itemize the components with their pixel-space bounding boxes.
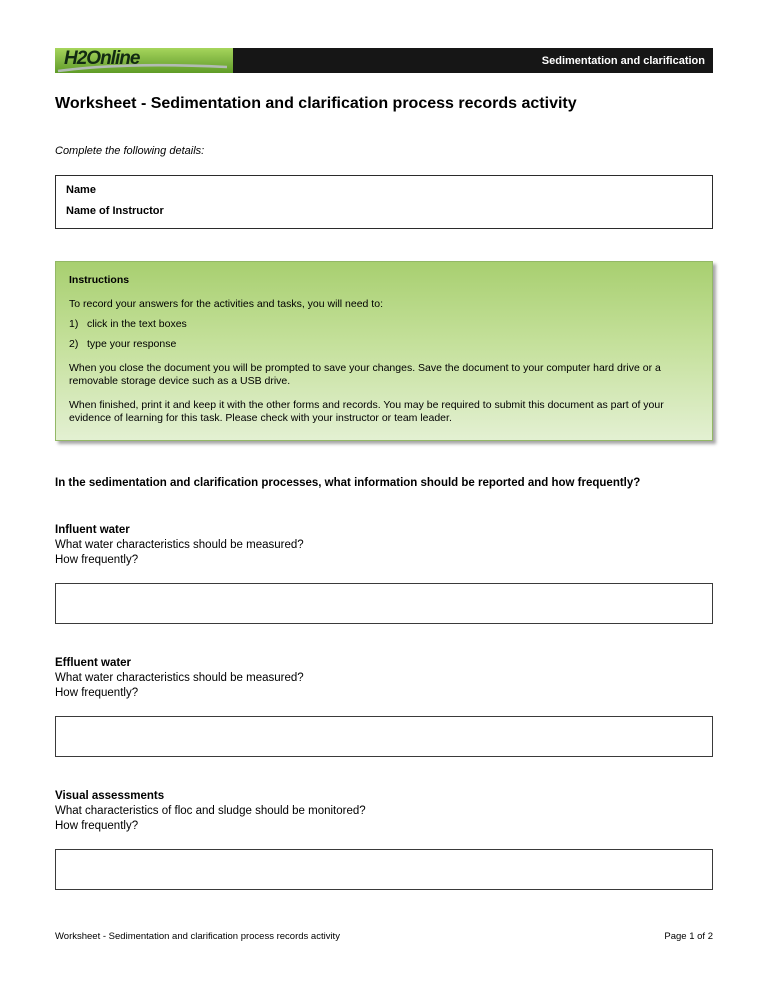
section-question-line: What characteristics of floc and sludge should be monitored? (55, 805, 366, 817)
instructions-paragraph-1: When you close the document you will be prompted to save your changes. Save the document to your computer hard drive or a removable storage device such as a USB drive. (69, 362, 661, 387)
section-question-line: How frequently? (55, 554, 139, 566)
section-effluent-water (55, 656, 713, 757)
step-number: 1) (69, 318, 79, 330)
footer-document-title: Worksheet - Sedimentation and clarification process records activity (55, 931, 340, 942)
section-influent-water (55, 523, 713, 624)
name-field-row[interactable] (66, 184, 702, 196)
intro-text: Complete the following details: (55, 145, 205, 157)
instructions-box (55, 261, 713, 441)
section-question-line: What water characteristics should be measured? (55, 672, 304, 684)
name-field-label: Name (66, 184, 96, 196)
page-title: Worksheet - Sedimentation and clarification process records activity (55, 95, 577, 112)
visual-answer-box[interactable] (55, 849, 713, 890)
influent-answer-box[interactable] (55, 583, 713, 624)
step-text: type your response (87, 338, 177, 350)
page-footer (55, 931, 713, 942)
h2online-logo (55, 48, 233, 73)
section-question-line: What water characteristics should be measured? (55, 539, 304, 551)
instruction-step-2 (69, 338, 699, 351)
section-question-line: How frequently? (55, 820, 139, 832)
section-heading: Influent water (55, 524, 130, 536)
section-heading: Effluent water (55, 657, 132, 669)
instructor-field-label: Name of Instructor (66, 205, 164, 217)
section-heading: Visual assessments (55, 790, 165, 802)
details-box (55, 175, 713, 229)
footer-page-number: Page 1 of 2 (664, 931, 713, 942)
banner-title: Sedimentation and clarification (541, 54, 705, 67)
section-question-line: How frequently? (55, 687, 139, 699)
section-visual-assessments (55, 789, 713, 890)
instructions-paragraph-2: When finished, print it and keep it with the other forms and records. You may be required to submit this document as part of your evidence of learning for this task. Please check with your instructor or team leader. (69, 399, 664, 424)
instructions-title: Instructions (69, 274, 130, 286)
step-number: 2) (69, 338, 79, 350)
main-question: In the sedimentation and clarification processes, what information should be reported and how frequently? (55, 477, 641, 489)
instructions-lead: To record your answers for the activities and tasks, you will need to: (69, 298, 383, 310)
instruction-step-1 (69, 318, 699, 331)
step-text: click in the text boxes (87, 318, 187, 330)
header-banner (55, 48, 713, 73)
instructor-field-row[interactable] (66, 205, 702, 217)
logo-text: H2Online (64, 48, 140, 69)
effluent-answer-box[interactable] (55, 716, 713, 757)
logo-swoosh-icon (55, 61, 231, 73)
